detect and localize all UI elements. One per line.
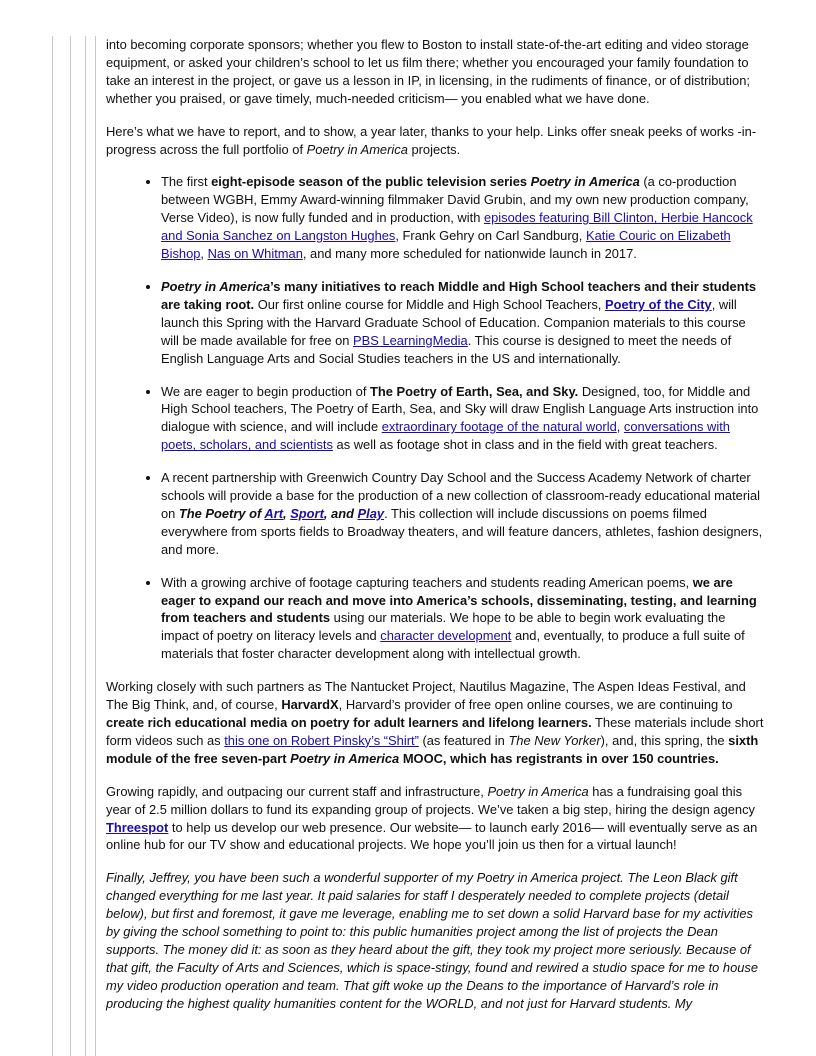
text: to help us develop our web presence. Our website— to launch early 2016— will eventually serve as an online hub for our TV show and educational projects. We hope you’ll join us then for a virtual launch! — [106, 819, 758, 853]
text-bold-italic: Poetry in America — [161, 278, 271, 294]
link-natural-world-footage[interactable]: extraordinary footage of the natural world — [381, 419, 617, 435]
text-bold: MOOC, which has registrants in over 150 countries. — [399, 750, 719, 766]
text-bold-italic: The Poetry of — [178, 505, 265, 521]
text-bold-italic: , — [283, 505, 291, 521]
quote-rule-2 — [70, 36, 71, 1056]
paragraph-personal-note — [106, 869, 766, 1012]
text: A recent partnership with Greenwich Country Day School and the Success Academy Network of charter schools will provide a base for the production of a new collection of classroom-ready educational material on — [161, 470, 761, 521]
text-bold: we are eager to expand our reach and move into America’s schools, disseminating, testing, and learning from teachers and students — [161, 574, 757, 626]
text: The first — [161, 174, 212, 190]
list-item — [161, 278, 766, 368]
paragraph-growth — [106, 783, 766, 855]
text: , Frank Gehry on Carl Sandburg, — [395, 228, 586, 244]
link-hughes-episode[interactable]: episodes featuring Bill Clinton, Herbie Hancock and Sonia Sanchez on Langston Hughes — [161, 210, 753, 244]
text-bold-italic: Poetry in America — [530, 174, 640, 190]
paragraph-text: into becoming corporate sponsors; whether you flew to Boston to install state-of-the-art editing and video storage equipment, or asked your children’s school to let us film there; whether you encouraged your family foundation to take an interest in the project, or gave us a lesson in IP, in licensing, in the rudiments of finance, or of distribution; whether you praised, or gave timely, much-needed criticism— you enabled what we have done. — [106, 37, 750, 106]
text: as well as footage shot in class and in the field with great teachers. — [332, 437, 718, 453]
link-poetry-of-the-city[interactable]: Poetry of the City — [604, 296, 712, 312]
text: These materials include short form videos such as — [106, 715, 764, 748]
initiatives-list — [106, 173, 766, 663]
link-whitman-episode[interactable]: Nas on Whitman — [207, 246, 303, 262]
link-conversations[interactable]: conversations with poets, scholars, and scientists — [161, 419, 730, 453]
email-body — [106, 36, 766, 1028]
text: and, eventually, to produce a full suite of materials that foster character development along with intellectual growth. — [161, 628, 745, 662]
paragraph-partners — [106, 678, 766, 768]
text: (as featured in — [418, 732, 509, 748]
link-art[interactable]: Art — [264, 505, 284, 521]
text: projects. — [407, 141, 461, 157]
list-item — [161, 574, 766, 664]
link-threespot[interactable]: Threespot — [106, 819, 169, 835]
text-italic: Poetry in America — [306, 141, 408, 157]
text: ), and, this spring, the — [600, 732, 729, 748]
text: Our first online course for Middle and High School Teachers, — [254, 296, 605, 312]
text-bold-italic: , and — [323, 505, 358, 521]
text-bold: sixth module of the free seven-part — [106, 732, 759, 766]
text: , Harvard’s provider of free open online courses, we are continuing to — [338, 697, 733, 713]
text: has a fundraising goal this year of 2.5 million dollars to fund its expanding group of projects. We’ve taken a big step, hiring the design agency — [106, 783, 755, 817]
quote-rule-3 — [85, 36, 86, 1056]
text: , — [200, 246, 208, 262]
link-pinsky-shirt[interactable]: this one on Robert Pinsky’s “Shirt” — [224, 732, 419, 748]
text: , will launch this Spring with the Harvard Graduate School of Education. Companion materials to this course will be made available for free on — [161, 296, 746, 348]
list-item — [161, 469, 766, 559]
text-bold-italic: Poetry in America — [290, 750, 400, 766]
text-italic: The New Yorker — [508, 732, 601, 748]
link-character-development[interactable]: character development — [380, 628, 512, 644]
text: We are eager to begin production of — [161, 383, 371, 399]
text: Growing rapidly, and outpacing our current staff and infrastructure, — [106, 783, 488, 799]
link-sport[interactable]: Sport — [290, 505, 324, 521]
text: Designed, too, for Middle and High School teachers, The Poetry of Earth, Sea, and Sky will draw English Language Arts instruction into dialogue with science, and will include — [161, 383, 759, 435]
text: , and many more scheduled for nationwide launch in 2017. — [302, 246, 637, 262]
text: (a co-production between WGBH, Emmy Award-winning filmmaker David Grubin, and my own new production company, Verse Video), is now fully funded and in production, with — [161, 174, 749, 226]
text: . This course is designed to meet the needs of English Language Arts and Social Studies teachers in the US and internationally. — [161, 332, 732, 366]
text-bold: The Poetry of Earth, Sea, and Sky. — [370, 383, 579, 399]
text-bold: ’s many initiatives to reach Middle and High School teachers and their students are taking root. — [161, 278, 757, 312]
text-italic: Finally, Jeffrey, you have been such a wonderful supporter of my Poetry in America project. The Leon Black gift changed everything for me last year. It paid salaries for staff I desperately needed to complete projects (detail below), but first and foremost, it gave me leverage, enabling me to set down a solid Harvard base for my activities by giving the school something to point to: this public humanities project among the list of projects the Dean supports. The money did it: as soon as they heard about the gift, they took my project more seriously. Because of that gift, the Faculty of Arts and Sciences, which is space-stingy, found and rewired a studio space for me to house my video production operation and team. That gift woke up the Deans to the importance of Harvard’s role in producing the highest quality humanities content for the WORLD, and not just for Harvard students. My — [106, 870, 759, 1011]
text-italic: Poetry in America — [487, 783, 589, 799]
paragraph-thanks — [106, 36, 766, 108]
list-item — [161, 383, 766, 455]
link-pbs-learningmedia[interactable]: PBS LearningMedia — [353, 332, 468, 348]
list-item — [161, 173, 766, 263]
text: Working closely with such partners as The Nantucket Project, Nautilus Magazine, The Aspen Ideas Festival, and The Big Think, and, of course, — [106, 679, 746, 713]
text: Here’s what we have to report, and to show, a year later, thanks to your help. Links offer sneak peeks of works -in-progress across the full portfolio of — [106, 123, 757, 157]
text-bold: HarvardX — [281, 697, 339, 713]
text: With a growing archive of footage capturing teachers and students reading American poems, — [161, 574, 693, 590]
paragraph-report — [106, 123, 766, 159]
quote-rule-1 — [52, 36, 53, 1056]
text: , — [616, 419, 624, 435]
text: using our materials. We hope to be able to begin work evaluating the impact of poetry on literacy levels and — [161, 610, 726, 644]
text-bold: create rich educational media on poetry for adult learners and lifelong learners. — [106, 715, 592, 730]
quote-rule-4 — [95, 36, 96, 1056]
link-play[interactable]: Play — [357, 505, 385, 521]
text: . This collection will include discussions on poems filmed everywhere from sports fields to Broadway theaters, and will feature dancers, athletes, fashion designers, and more. — [161, 505, 763, 557]
text-bold: eight-episode season of the public television series — [211, 174, 531, 190]
link-bishop-episode[interactable]: Katie Couric on Elizabeth Bishop — [161, 228, 731, 262]
